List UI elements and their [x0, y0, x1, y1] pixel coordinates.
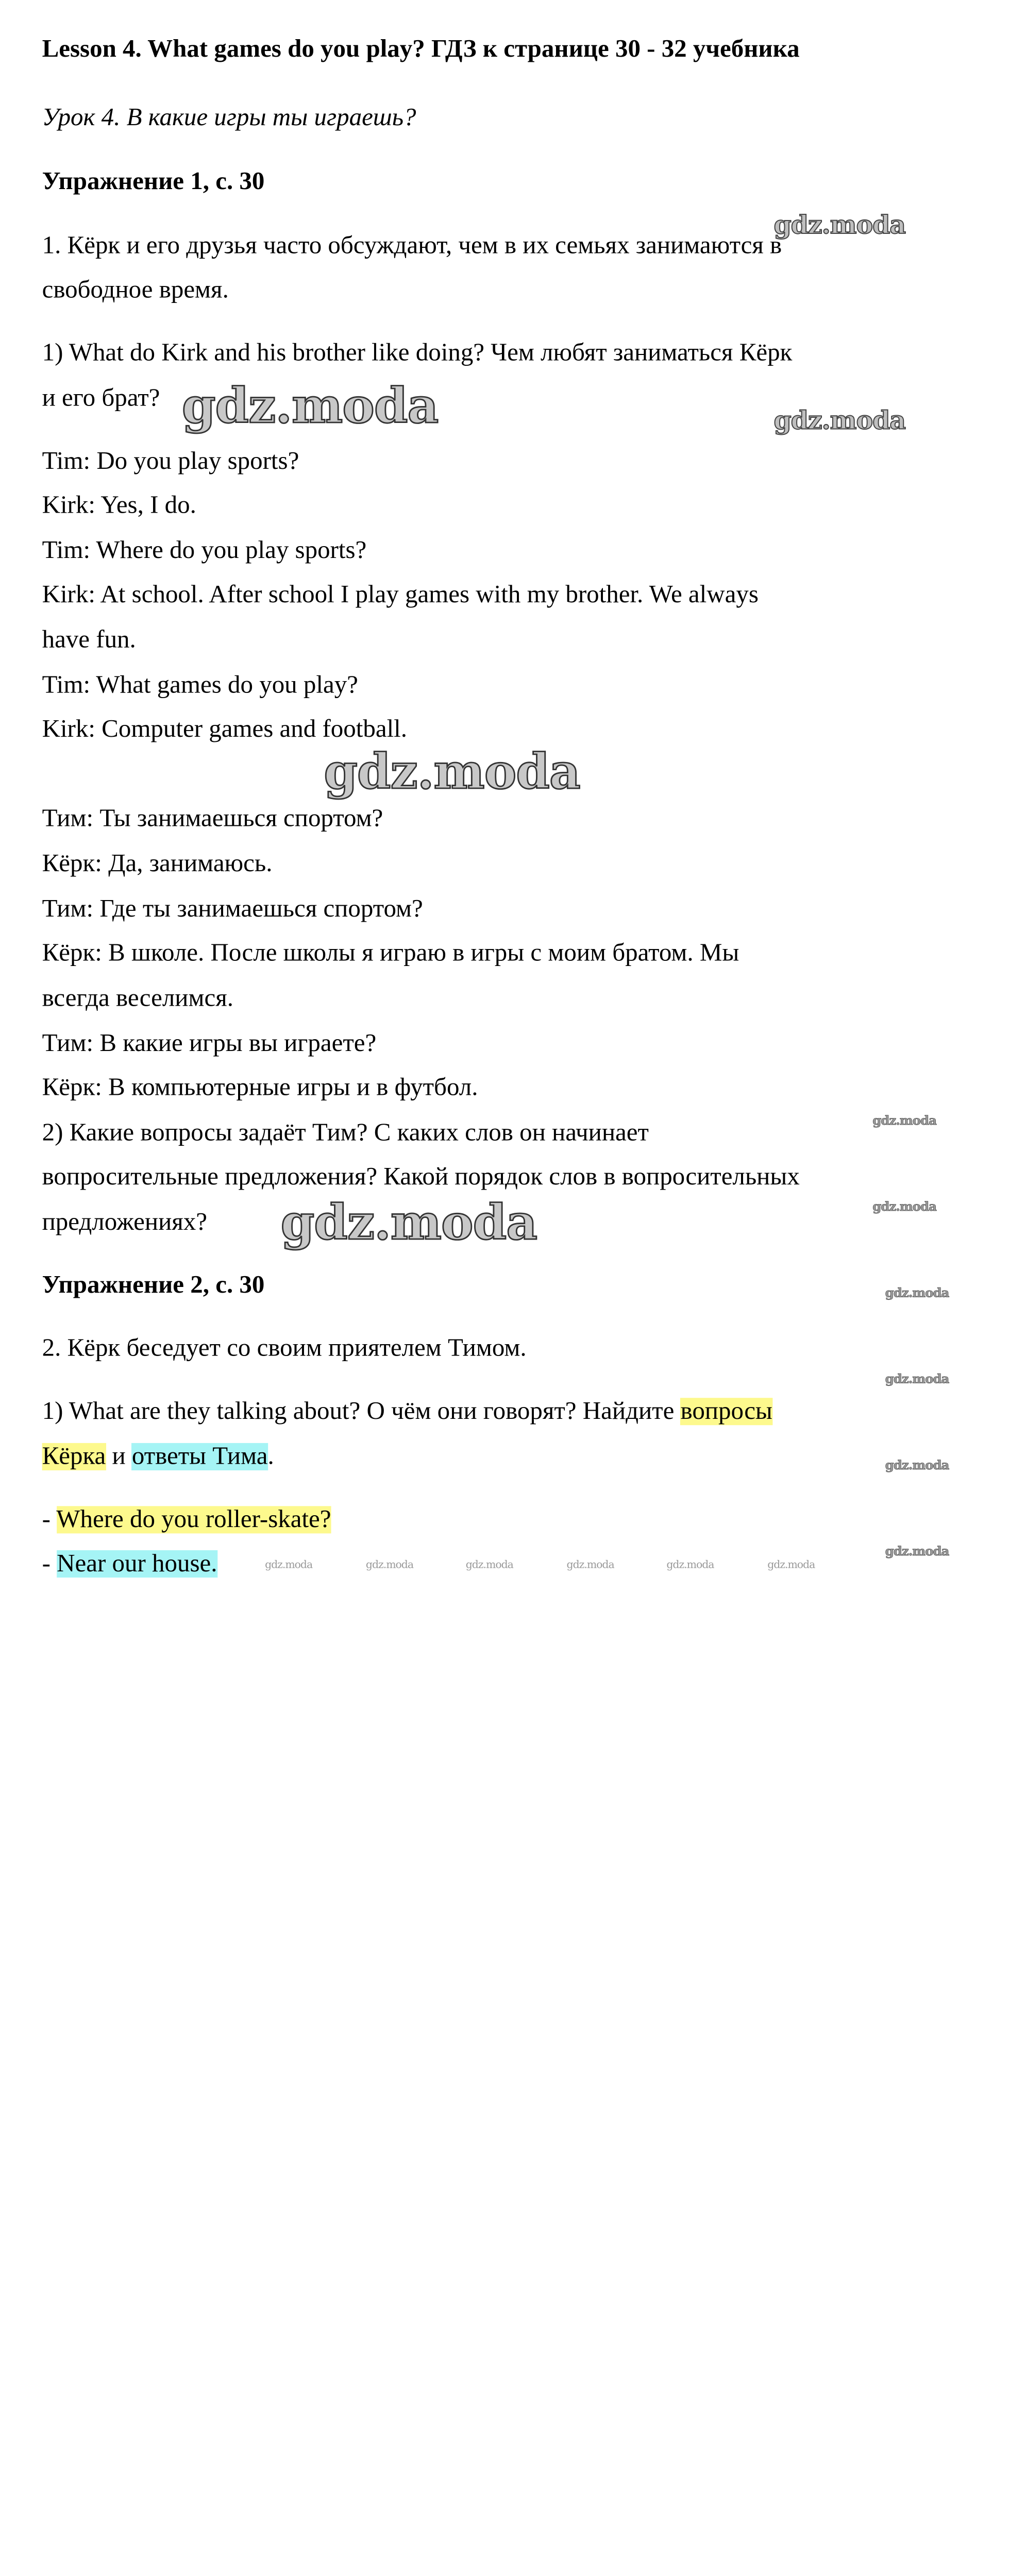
dialogue-ru-line: Кёрк: Да, занимаюсь.	[42, 850, 273, 878]
exercise-2-question-1-line-2	[42, 1441, 274, 1472]
exercise-1-task-line-1: 1. Кёрк и его друзья часто обсуждают, чем в их семьях занимаются в	[42, 232, 782, 260]
exercise-2-task: 2. Кёрк беседует со своим приятелем Тимом.	[42, 1334, 527, 1362]
watermark: gdz.moda	[885, 1544, 949, 1559]
question-text: 1) What are they talking about? О чём они говорят? Найдите	[42, 1398, 681, 1426]
exercise-1-task-line-2: свободное время.	[42, 276, 229, 304]
answer-line-reply	[42, 1548, 217, 1580]
dialogue-ru-line: Тим: Ты занимаешься спортом?	[42, 805, 383, 833]
dialogue-en-line: have fun.	[42, 626, 136, 654]
watermark: gdz.moda	[324, 743, 580, 800]
watermark: gdz.moda	[365, 1560, 413, 1571]
dash: -	[42, 1550, 57, 1578]
answer-line-question	[42, 1504, 331, 1535]
watermark: gdz.moda	[872, 1199, 936, 1214]
highlight-cyan: ответы Тима	[131, 1443, 268, 1470]
watermark: gdz.moda	[872, 1113, 936, 1128]
highlight-cyan: Near our house.	[57, 1550, 217, 1578]
watermark: gdz.moda	[181, 377, 439, 434]
dialogue-en-line: Tim: What games do you play?	[42, 671, 358, 699]
exercise-1-question-2-line-2: вопросительные предложения? Какой порядок слов в вопросительных	[42, 1163, 800, 1191]
exercise-2-question-1-line-1	[42, 1396, 772, 1427]
watermark: gdz.moda	[767, 1560, 815, 1571]
watermark: gdz.moda	[773, 404, 906, 435]
period-text: .	[267, 1443, 274, 1470]
dialogue-ru-line: Кёрк: В школе. После школы я играю в игры с моим братом. Мы	[42, 939, 739, 967]
highlight-yellow: Where do you roller-skate?	[56, 1506, 331, 1534]
exercise-1-question-2-line-3: предложениях?	[42, 1209, 208, 1236]
dialogue-ru-line: Тим: В какие игры вы играете?	[42, 1030, 377, 1058]
dialogue-ru-line: Тим: Где ты занимаешься спортом?	[42, 895, 423, 923]
exercise-1-question-1-line-2: и его брат?	[42, 384, 160, 412]
dialogue-en-line: Tim: Where do you play sports?	[42, 537, 367, 565]
exercise-1-question-1-line-1: 1) What do Kirk and his brother like doing? Чем любят заниматься Кёрк	[42, 339, 793, 367]
dialogue-en-line: Kirk: At school. After school I play games with my brother. We always	[42, 581, 759, 609]
dialogue-ru-line: Кёрк: В компьютерные игры и в футбол.	[42, 1074, 478, 1101]
watermark: gdz.moda	[666, 1560, 714, 1571]
exercise-1-question-2-line-1: 2) Какие вопросы задаёт Тим? С каких слов он начинает	[42, 1119, 649, 1147]
highlight-yellow: вопросы	[680, 1398, 772, 1426]
highlight-yellow: Кёрка	[42, 1443, 106, 1470]
dialogue-en-line: Kirk: Yes, I do.	[42, 492, 196, 519]
dialogue-ru-line: всегда веселимся.	[42, 985, 233, 1012]
page-subtitle: Урок 4. В какие игры ты играешь?	[42, 104, 416, 131]
watermark: gdz.moda	[773, 209, 906, 240]
watermark: gdz.moda	[265, 1560, 313, 1571]
watermark: gdz.moda	[885, 1371, 949, 1386]
dialogue-en-line: Kirk: Computer games and football.	[42, 716, 408, 743]
watermark: gdz.moda	[885, 1458, 949, 1473]
watermark: gdz.moda	[566, 1560, 614, 1571]
conjunction-text: и	[106, 1443, 132, 1470]
exercise-2-heading: Упражнение 2, с. 30	[42, 1272, 265, 1299]
page-title: Lesson 4. What games do you play? ГДЗ к странице 30 - 32 учебника	[42, 36, 800, 63]
watermark: gdz.moda	[885, 1285, 949, 1300]
exercise-1-heading: Упражнение 1, с. 30	[42, 168, 265, 196]
watermark: gdz.moda	[280, 1194, 537, 1251]
watermark: gdz.moda	[465, 1560, 513, 1571]
dialogue-en-line: Tim: Do you play sports?	[42, 448, 299, 476]
dash: -	[42, 1506, 57, 1534]
